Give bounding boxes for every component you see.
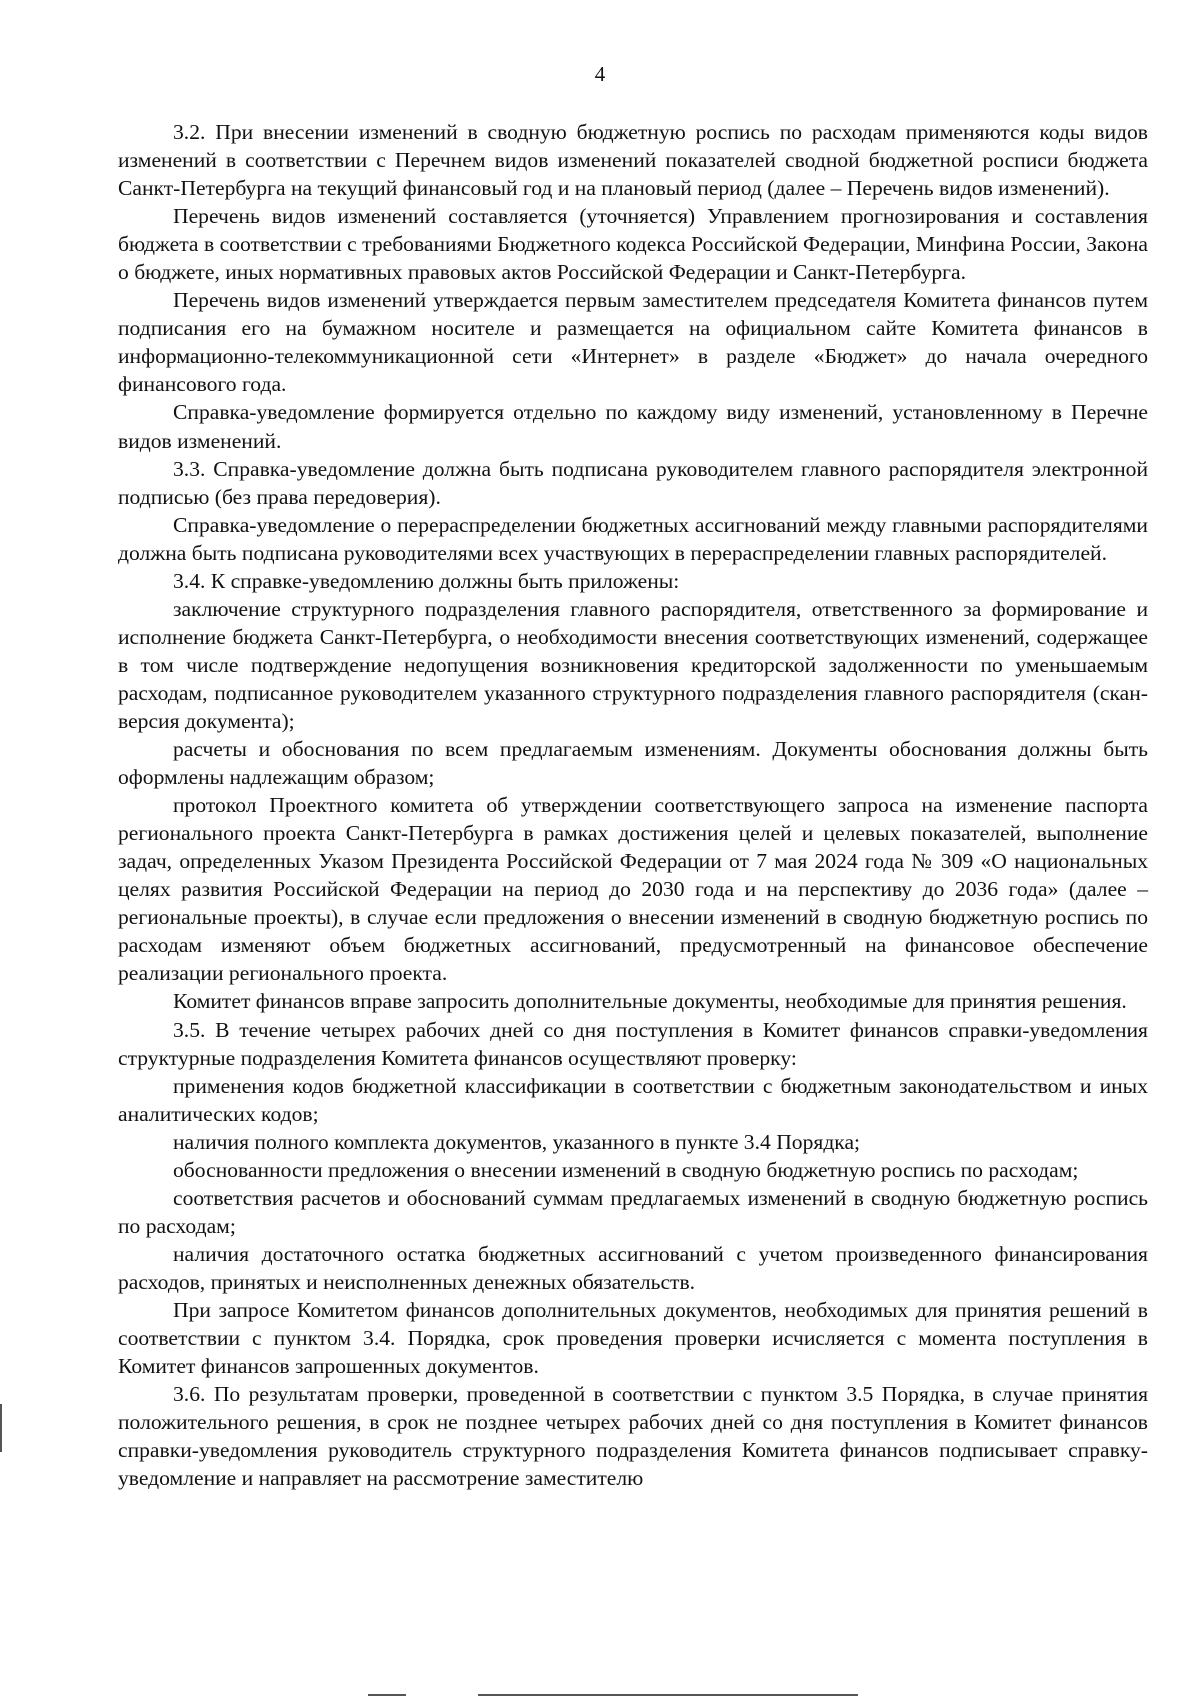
- list-item-classification-codes: применения кодов бюджетной классификации в соответствии с бюджетным законодательством и иных аналитических кодов;: [118, 1073, 1148, 1126]
- list-item-calculation-match: соответствия расчетов и обоснований суммам предлагаемых изменений в сводную бюджетную роспись по расходам;: [118, 1185, 1148, 1238]
- paragraph-check-period: При запросе Комитетом финансов дополнительных документов, необходимых для принятия решений в соответствии с пунктом 3.4. Порядка, срок проведения проверки исчисляется с момента поступления в Комитет финансов запрошенных документов.: [118, 1297, 1148, 1379]
- paragraph-3-2: 3.2. При внесении изменений в сводную бюджетную роспись по расходам применяются коды видов изменений в соответствии с Перечнем видов изменений показателей сводной бюджетной росписи бюджета Санкт-Петербурга на текущий финансовый год и на плановый период (далее – Перечень видов изменений).: [118, 120, 1148, 201]
- list-item-protocol: протокол Проектного комитета об утверждении соответствующего запроса на изменение паспорта регионального проекта Санкт-Петербурга в рамках достижения целей и целевых показателей, выполнение задач, определенных Указом Президента Российской Федерации от 7 мая 2024 года № 309 «О национальных целях развития Российской Федерации на период до 2030 года и на перспективу до 2036 года» (далее – региональные проекты), в случае если предложения о внесении изменений в сводную бюджетную роспись по расходам изменяют объем бюджетных ассигнований, предусмотренный на финансовое обеспечение реализации регионального проекта.: [118, 793, 1148, 986]
- paragraph-redistribution: Справка-уведомление о перераспределении бюджетных ассигнований между главными распорядителями должна быть подписана руководителями всех участвующих в перераспределении главных распорядителей.: [118, 512, 1148, 565]
- paragraph-3-6: 3.6. По результатам проверки, проведенной в соответствии с пунктом 3.5 Порядка, в случае принятия положительного решения, в срок не позднее четырех рабочих дней со дня поступления в Комитет финансов справки-уведомления руководитель структурного подразделения Комитета финансов подписывает справку-уведомление и направляет на рассмотрение заместителю: [118, 1382, 1148, 1491]
- page-number: 4: [594, 62, 606, 86]
- scan-edge-mark: [0, 1404, 2, 1452]
- list-item-conclusion: заключение структурного подразделения главного распорядителя, ответственного за формирование и исполнение бюджета Санкт-Петербурга, о необходимости внесения соответствующих изменений, содержащее в том числе подтверждение недопущения возникновения кредиторской задолженности по уменьшаемым расходам, подписанное руководителем указанного структурного подразделения главного распорядителя (скан-версия документа);: [118, 596, 1148, 733]
- paragraph-3-3: 3.3. Справка-уведомление должна быть подписана руководителем главного распорядителя электронной подписью (без права передоверия).: [118, 456, 1148, 509]
- paragraph-list-compiled: Перечень видов изменений составляется (уточняется) Управлением прогнозирования и составления бюджета в соответствии с требованиями Бюджетного кодекса Российской Федерации, Минфина России, Закона о бюджете, иных нормативных правовых актов Российской Федерации и Санкт-Петербурга.: [118, 204, 1148, 285]
- paragraph-notice-formed: Справка-уведомление формируется отдельно по каждому виду изменений, установленному в Перечне видов изменений.: [118, 400, 1148, 453]
- list-item-balance: наличия достаточного остатка бюджетных ассигнований с учетом произведенного финансирования расходов, принятых и неисполненных денежных обязательств.: [118, 1241, 1148, 1294]
- scan-edge-mark: [368, 1694, 406, 1696]
- list-item-justification: обоснованности предложения о внесении изменений в сводную бюджетную роспись по расходам;: [173, 1157, 1079, 1182]
- paragraph-list-approved: Перечень видов изменений утверждается первым заместителем председателя Комитета финансов путем подписания его на бумажном носителе и размещается на официальном сайте Комитета финансов в информационно-телекоммуникационной сети «Интернет» в разделе «Бюджет» до начала очередного финансового года.: [118, 288, 1148, 397]
- scan-edge-mark: [478, 1694, 858, 1696]
- paragraph-3-4: 3.4. К справке-уведомлению должны быть приложены:: [173, 568, 680, 593]
- paragraph-3-5: 3.5. В течение четырех рабочих дней со дня поступления в Комитет финансов справки-уведомления структурные подразделения Комитета финансов осуществляют проверку:: [118, 1017, 1148, 1070]
- paragraph-additional-documents: Комитет финансов вправе запросить дополнительные документы, необходимые для принятия решения.: [173, 989, 1127, 1014]
- document-body: [118, 118, 1148, 1492]
- list-item-document-set: наличия полного комплекта документов, указанного в пункте 3.4 Порядка;: [173, 1129, 861, 1154]
- list-item-calculations: расчеты и обоснования по всем предлагаемым изменениям. Документы обоснования должны быть оформлены надлежащим образом;: [118, 737, 1148, 790]
